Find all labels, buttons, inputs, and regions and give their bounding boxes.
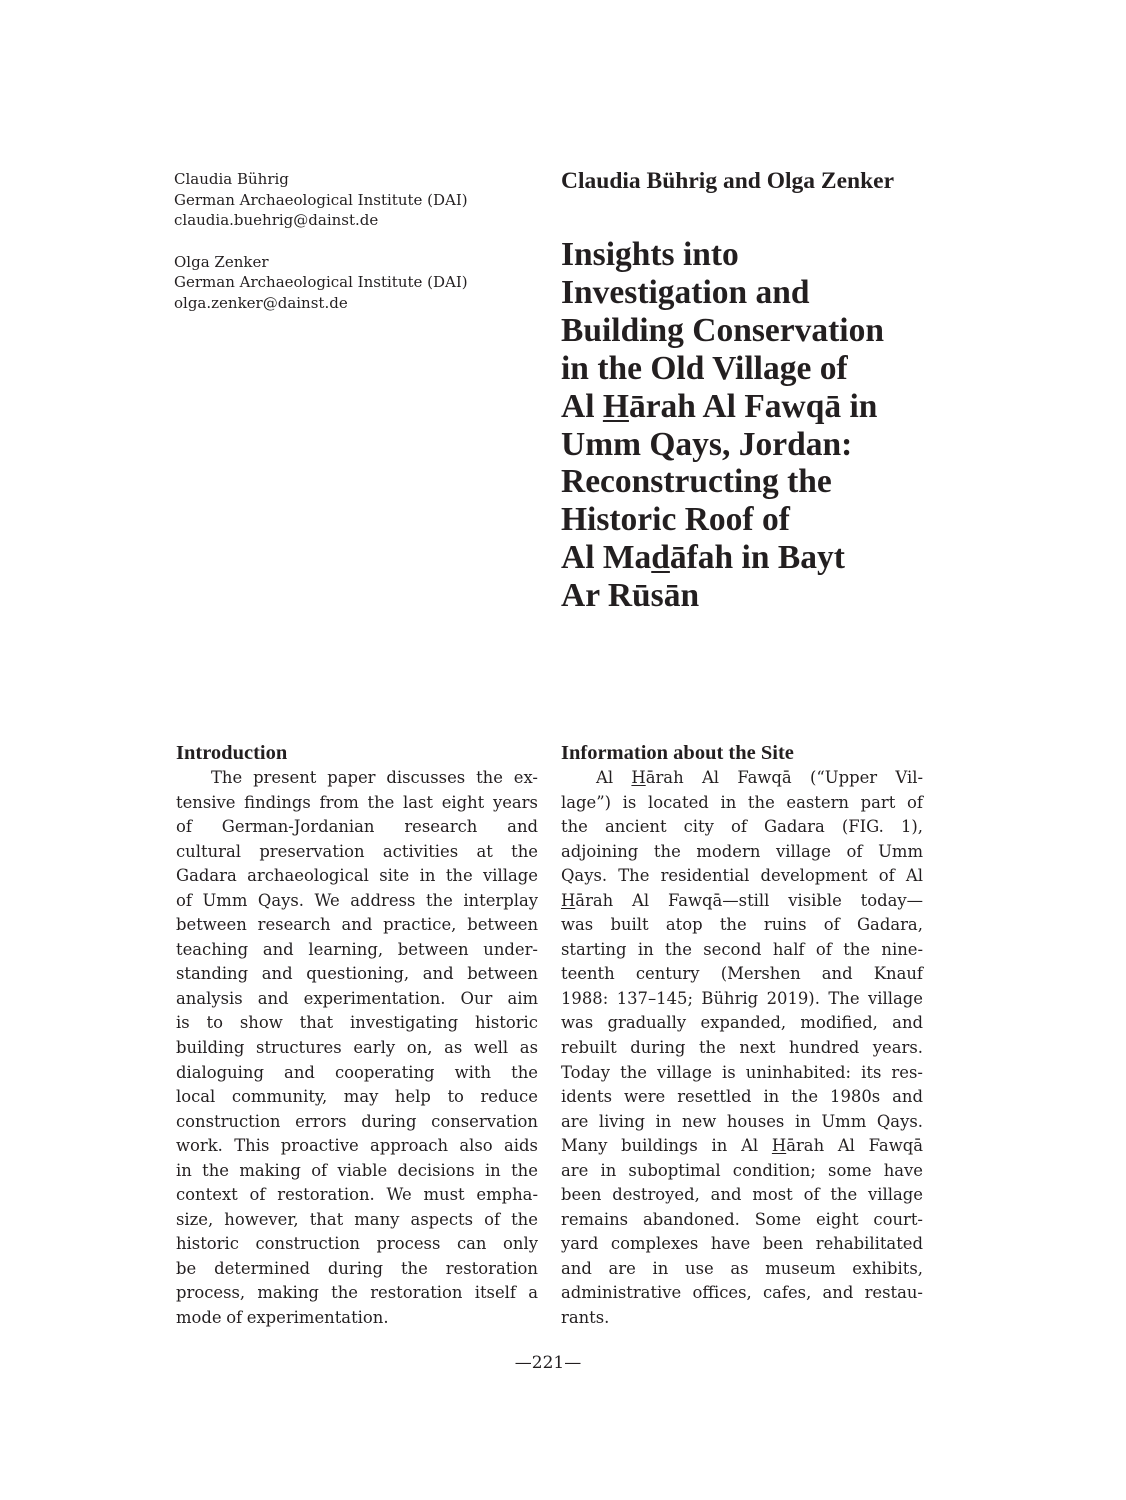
text-line: yard complexes have been rehabilitated [561,1234,923,1254]
text-line: local community, may help to reduce [176,1087,538,1107]
title-line: Building Conservation [561,311,884,349]
affiliation-2 [174,252,514,314]
authors-line: Claudia Bührig and Olga Zenker [561,168,894,194]
text-line: starting in the second half of the nine- [561,939,923,959]
title-line: Umm Qays, Jordan: [561,425,853,463]
text-line: the ancient city of Gadara (FIG. 1), [561,817,923,837]
text-line: remains abandoned. Some eight court- [561,1209,923,1229]
site-info-column [561,740,923,1331]
text-line: and are in use as museum exhibits, [561,1258,923,1278]
affiliation-institution: German Archaeological Institute (DAI) [174,190,468,209]
text-line: was built atop the ruins of Gadara, [561,915,923,935]
section-heading-introduction: Introduction [176,742,288,764]
text-line: dialoguing and cooperating with the [176,1062,538,1082]
text-line: process, making the restoration itself a [176,1283,538,1303]
text-line: Al Hārah Al Fawqā (“Upper Vil- [596,768,923,787]
text-line: work. This proactive approach also aids [176,1136,538,1156]
text-line: 1988: 137–145; Bührig 2019). The village [561,988,923,1008]
affiliation-1 [174,169,514,231]
text-line: between research and practice, between [176,915,538,935]
text-line: standing and questioning, and between [176,964,538,984]
text-line: rebuilt during the next hundred years. [561,1038,923,1058]
title-line: Al Madāfah in Bayt [561,539,845,577]
text-line: in the making of viable decisions in the [176,1160,538,1180]
affiliation-name: Claudia Bührig [174,170,289,188]
text-line: size, however, that many aspects of the [176,1209,538,1229]
text-line: Qays. The residential development of Al [561,866,923,886]
text-line: teenth century (Mershen and Knauf [561,964,923,984]
text-line: Many buildings in Al Hārah Al Fawqā [561,1136,923,1156]
text-line: are living in new houses in Umm Qays. [561,1111,923,1131]
title-line: Al Hārah Al Fawqā in [561,387,878,425]
author-affiliations [174,169,514,334]
text-line: mode of experimentation. [176,1308,389,1328]
text-line: teaching and learning, between under- [176,939,538,959]
text-line: cultural preservation activities at the [176,841,538,861]
affiliation-email: claudia.buehrig@dainst.de [174,211,379,230]
title-line: Insights into [561,236,739,273]
title-line: in the Old Village of [561,349,848,387]
affiliation-institution: German Archaeological Institute (DAI) [174,273,468,292]
text-line: construction errors during conservation [176,1111,538,1131]
text-line: be determined during the restoration [176,1258,538,1278]
text-line: of Umm Qays. We address the interplay [176,890,538,910]
text-line: was gradually expanded, modified, and [561,1013,923,1033]
text-line: The present paper discusses the ex- [211,768,538,787]
text-line: historic construction process can only [176,1234,538,1254]
text-line: been destroyed, and most of the village [561,1185,923,1205]
text-line: tensive findings from the last eight years [176,792,538,812]
section-heading-site-info: Information about the Site [561,742,794,764]
text-line: Gadara archaeological site in the village [176,866,538,886]
affiliation-name: Olga Zenker [174,252,269,271]
paper-title [561,236,884,615]
introduction-body [176,766,538,1331]
text-line: Hārah Al Fawqā—still visible today— [561,890,923,910]
page-number: —221— [514,1353,582,1373]
introduction-column [176,740,538,1331]
title-line: Reconstructing the [561,463,832,501]
title-line: Historic Roof of [561,501,790,539]
text-line: are in suboptimal condition; some have [561,1160,923,1180]
title-line: Investigation and [561,273,810,311]
text-line: context of restoration. We must empha- [176,1185,538,1205]
text-line: is to show that investigating historic [176,1013,538,1033]
text-line: lage”) is located in the eastern part of [561,792,923,812]
text-line: building structures early on, as well as [176,1038,538,1058]
title-line: Ar Rūsān [561,577,700,615]
text-line: rants. [561,1308,610,1328]
text-line: analysis and experimentation. Our aim [176,988,538,1008]
text-line: adjoining the modern village of Umm [561,841,923,861]
site-info-body [561,766,923,1331]
text-line: idents were resettled in the 1980s and [561,1087,923,1107]
affiliation-email: olga.zenker@dainst.de [174,294,348,313]
text-line: Today the village is uninhabited: its res- [561,1062,923,1082]
text-line: administrative offices, cafes, and restau- [561,1283,923,1303]
text-line: of German-Jordanian research and [176,817,538,837]
